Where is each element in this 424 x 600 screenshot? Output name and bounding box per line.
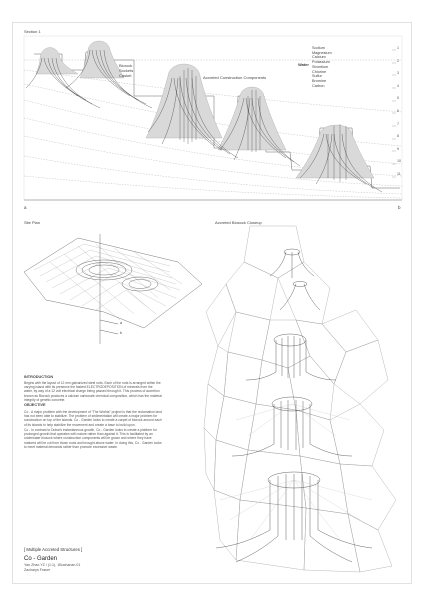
annotation-casket: Casket	[119, 73, 132, 78]
mineral-item: Sulfur	[312, 74, 322, 79]
mineral-list	[312, 46, 332, 88]
author-line: Yan Zhao YZ / (1:1), 1Buchanan.01	[24, 563, 81, 567]
plan-axis-b: b	[120, 331, 122, 335]
section-axis-b: b	[398, 205, 401, 210]
objective-paragraph-2: Co - In contrast to Dubai's instantaneous growth, Co - Garden looks to create a platform for prolonged growth that operates with nature rather than against it. This is facilitated by an underwater biosock where construction components will be grown and where they have matured will be cut from those roots and brought above water. In doing this, Co - Garden looks to meet material demands rather than promote excessive waste.	[24, 428, 162, 449]
mineral-item: Bromine	[312, 78, 327, 83]
biosock-drawing	[204, 226, 396, 572]
scale-number: 6	[397, 108, 399, 113]
intro-heading: INTRODUCTION	[24, 375, 54, 379]
annotation-biorock: Biorock	[119, 63, 133, 68]
annotation-sockets: Sockets	[119, 68, 134, 73]
section-title: Section 1	[24, 29, 41, 34]
title-block	[24, 547, 82, 572]
water-label: Water	[298, 62, 309, 67]
mineral-item: Carbon	[312, 83, 325, 88]
scale-number: 2	[397, 58, 399, 63]
section-axis-a: a	[24, 205, 27, 210]
mineral-item: Sodium	[312, 46, 325, 50]
objective-heading: OBJECTIVE	[24, 403, 46, 407]
scale-number: 5	[397, 96, 399, 101]
objective-paragraph-1: Co - A major problem with the development of "The Worlds" project is that the reclamation land has not been able to stabilize. The problem of sedimentation will create a major problem for construction on top of the islands. Co - Garden looks to create a carpet of biorock around each of its islands to help stabilize the movement and create a base to build upon.	[24, 410, 162, 427]
scale-number: 10	[397, 159, 401, 164]
scale-number: 3	[397, 71, 399, 76]
site-plan-drawing	[24, 234, 202, 344]
project-title: Co - Garden	[24, 556, 58, 562]
project-subtitle: [ Multiple Accreted Structures ]	[24, 547, 83, 552]
mineral-item: Potassium	[312, 60, 330, 65]
scale-number: 7	[397, 121, 399, 126]
scale-number: 1	[397, 46, 399, 50]
site-plan-title: Site Plan	[24, 220, 41, 225]
mineral-item: Magnesium	[312, 50, 332, 55]
mineral-item: Chlorine	[312, 69, 327, 74]
author-line-2: Zacharys Fraser	[24, 568, 51, 572]
membrane-panels	[204, 226, 396, 572]
scale-number: 4	[397, 83, 399, 88]
biosock-title: Accreted Biosock Closeup	[215, 220, 262, 225]
mesh-lines	[34, 244, 182, 320]
mineral-item: Calcium	[312, 55, 326, 60]
section-drawing	[24, 36, 402, 200]
mineral-item: Strontium	[312, 64, 329, 69]
scale-number: 8	[397, 134, 399, 139]
depth-scale	[397, 46, 401, 185]
plan-axis-a: a	[120, 321, 122, 325]
intro-text: Begins with the layout of 12 mm galvanized steel rods. Each of the rods is arranged within the varying island with its presence the fastest ELECTRODEPOSITION of minerals from the water, by way of a 12 volt electrical charge being passed through it. This process of accretion known as Biorock produces a calcium carbonate chemical composition, which has the material integrity of genetic concrete.	[24, 381, 162, 402]
scale-number: 9	[397, 146, 399, 151]
annotation-accreted-components: Accreted Construction Components	[203, 75, 267, 80]
scale-number: 11	[397, 171, 401, 176]
